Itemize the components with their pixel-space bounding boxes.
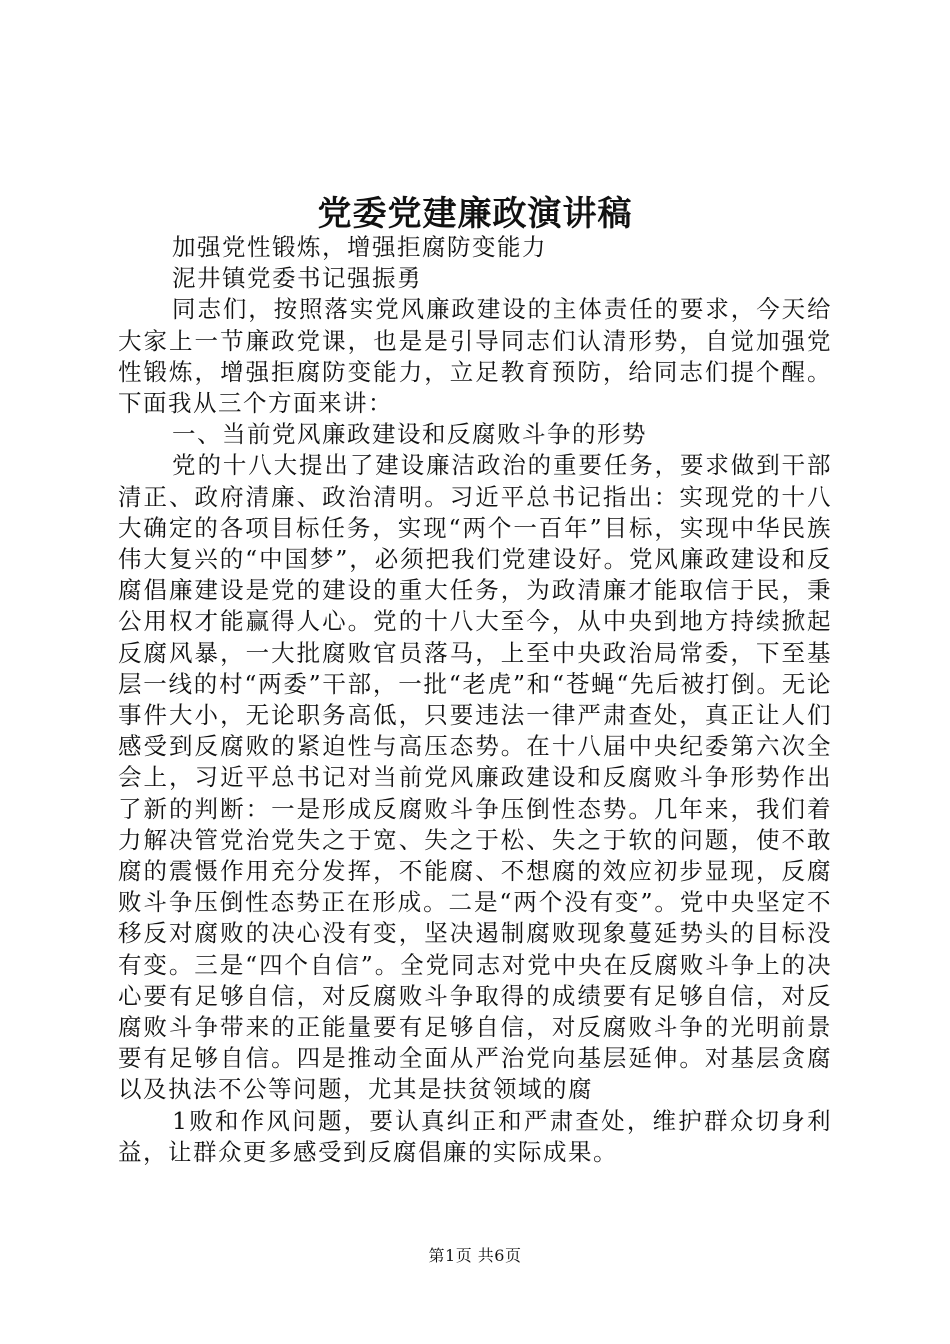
document-title: 党委党建廉政演讲稿 (317, 194, 633, 234)
intro-paragraph: 同志们，按照落实党风廉政建设的主体责任的要求，今天给大家上一节廉政党课，也是是引导同志们认清形势，自觉加强党性锻炼，增强拒腐防变能力，立足教育预防，给同志们提个醒。下面我从三个方面来讲： (118, 295, 832, 418)
subtitle-paragraph: 加强党性锻炼，增强拒腐防变能力 (172, 233, 548, 261)
author-paragraph: 泥井镇党委书记强振勇 (172, 264, 423, 293)
document-body (118, 232, 832, 1168)
section-heading: 一、当前党风廉政建设和反腐败斗争的形势 (172, 420, 648, 449)
body-paragraph-continued: 1败和作风问题，要认真纠正和严肃查处，维护群众切身利益，让群众更多感受到反腐倡廉的实际成果。 (118, 1106, 832, 1166)
body-paragraph: 党的十八大提出了建设廉洁政治的重要任务，要求做到干部清正、政府清廉、政治清明。习近平总书记指出：实现党的十八大确定的各项目标任务，实现“两个一百年”目标，实现中华民族伟大复兴的“中国梦”，必须把我们党建设好。党风廉政建设和反腐倡廉建设是党的建设的重大任务，为政清廉才能取信于民，秉公用权才能赢得人心。党的十八大至今，从中央到地方持续掀起反腐风暴，一大批腐败官员落马，上至中央政治局常委，下至基层一线的村“两委”干部，一批“老虎”和“苍蝇“先后被打倒。无论事件大小，无论职务高低，只要违法一律严肃查处，真正让人们感受到反腐败的紧迫性与高压态势。在十八届中央纪委第六次全会上，习近平总书记对当前党风廉政建设和反腐败斗争形势作出了新的判断：一是形成反腐败斗争压倒性态势。几年来，我们着力解决管党治党失之于宽、失之于松、失之于软的问题，使不敢腐的震慑作用充分发挥，不能腐、不想腐的效应初步显现，反腐败斗争压倒性态势正在形成。二是“两个没有变”。党中央坚定不移反对腐败的决心没有变，坚决遏制腐败现象蔓延势头的目标没有变。三是“四个自信”。全党同志对党中央在反腐败斗争上的决心要有足够自信，对反腐败斗争取得的成绩要有足够自信，对反腐败斗争带来的正能量要有足够自信，对反腐败斗争的光明前景要有足够自信。四是推动全面从严治党向基层延伸。对基层贪腐以及执法不公等问题，尤其是扶贫领域的腐 (118, 451, 832, 1104)
page-footer: 第1页 共6页 (428, 1246, 522, 1265)
